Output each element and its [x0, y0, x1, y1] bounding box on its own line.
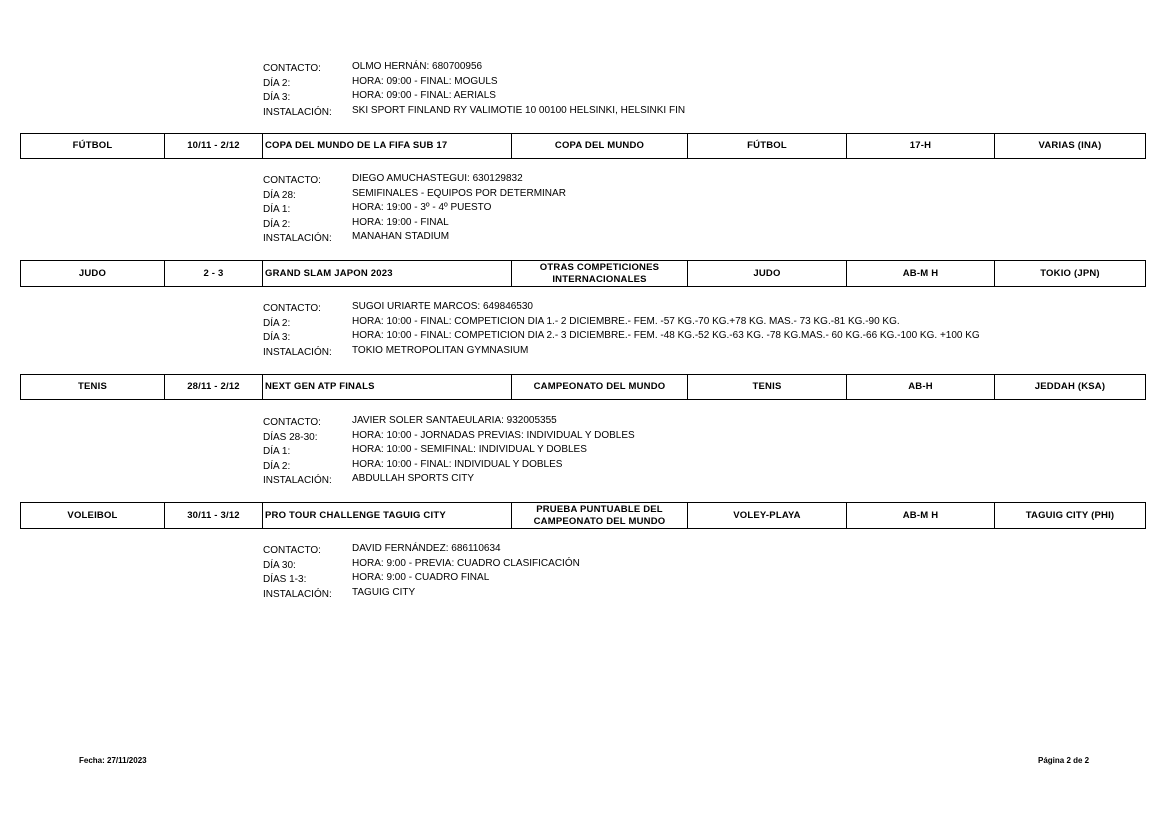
- detail-label: CONTACTO:: [263, 63, 321, 74]
- detail-label: CONTACTO:: [263, 545, 321, 556]
- detail-row: [263, 315, 980, 330]
- detail-row: [263, 542, 580, 557]
- event-dates: 10/11 - 2/12: [164, 134, 262, 158]
- footer-page-number: Página 2 de 2: [1038, 756, 1090, 765]
- detail-label: DÍA 1:: [263, 204, 291, 216]
- detail-value: TOKIO METROPOLITAN GYMNASIUM: [352, 344, 529, 356]
- detail-label: DÍAS 28-30:: [263, 431, 318, 443]
- detail-row: [263, 414, 635, 429]
- detail-row: [263, 329, 980, 344]
- detail-value: HORA: 10:00 - FINAL: COMPETICION DIA 2.- 3 DICIEMBRE.- FEM. -48 KG.-52 KG.-63 KG. -78 KG.MAS.- 60 KG.-66 KG.-100 KG. +100 KG: [352, 330, 980, 342]
- event-dates: 30/11 - 3/12: [164, 503, 262, 528]
- event-category: AB-M H: [846, 503, 994, 528]
- event-type: CAMPEONATO DEL MUNDO: [511, 375, 687, 399]
- detail-label: CONTACTO:: [263, 303, 321, 314]
- event-details-tenis: [263, 414, 635, 487]
- detail-row: [263, 586, 580, 601]
- event-discipline: VOLEY-PLAYA: [687, 503, 846, 528]
- detail-label: CONTACTO:: [263, 175, 321, 186]
- footer-date: Fecha: 27/11/2023: [79, 756, 147, 765]
- detail-row: [263, 172, 566, 187]
- detail-row: [263, 230, 566, 245]
- detail-label: DÍA 1:: [263, 446, 291, 458]
- detail-value: DIEGO AMUCHASTEGUI: 630129832: [352, 173, 523, 184]
- detail-label: DÍA 2:: [263, 460, 291, 472]
- detail-value: HORA: 9:00 - PREVIA: CUADRO CLASIFICACIÓN: [352, 557, 580, 569]
- detail-value: JAVIER SOLER SANTAEULARIA: 932005355: [352, 415, 557, 426]
- event-type: COPA DEL MUNDO: [511, 134, 687, 158]
- event-sport: FÚTBOL: [72, 140, 113, 151]
- detail-label: CONTACTO:: [263, 417, 321, 428]
- event-location: TAGUIG CITY (PHI): [994, 503, 1145, 528]
- detail-label: DÍA 28:: [263, 189, 296, 201]
- event-sport: TENIS: [78, 381, 107, 392]
- detail-value: HORA: 09:00 - FINAL: MOGULS: [352, 75, 498, 87]
- detail-row: [263, 89, 685, 104]
- event-row-tenis: [20, 374, 1146, 400]
- detail-row: [263, 187, 566, 202]
- detail-value: SEMIFINALES - EQUIPOS POR DETERMINAR: [352, 187, 566, 199]
- detail-row: [263, 104, 685, 119]
- detail-value: DAVID FERNÁNDEZ: 686110634: [352, 543, 501, 554]
- event-discipline: JUDO: [687, 261, 846, 286]
- detail-label: INSTALACIÓN:: [263, 475, 332, 487]
- detail-label: INSTALACIÓN:: [263, 233, 332, 245]
- event-category: 17-H: [846, 134, 994, 158]
- detail-row: [263, 429, 635, 444]
- detail-row: [263, 216, 566, 231]
- detail-label: DÍA 3:: [263, 332, 291, 344]
- event-dates: 28/11 - 2/12: [164, 375, 262, 399]
- detail-value: HORA: 9:00 - CUADRO FINAL: [352, 572, 490, 584]
- detail-value: SKI SPORT FINLAND RY VALIMOTIE 10 00100 HELSINKI, HELSINKI FIN: [352, 104, 686, 116]
- event-row-voleibol: [20, 502, 1146, 529]
- detail-value: HORA: 09:00 - FINAL: AERIALS: [352, 90, 496, 102]
- event-name: PRO TOUR CHALLENGE TAGUIG CITY: [262, 503, 511, 528]
- detail-row: [263, 60, 685, 75]
- detail-row: [263, 571, 580, 586]
- detail-value: HORA: 19:00 - 3º - 4º PUESTO: [352, 202, 492, 214]
- event-location: VARIAS (INA): [994, 134, 1145, 158]
- event-details-block-0: [263, 60, 685, 118]
- detail-value: MANAHAN STADIUM: [352, 231, 450, 243]
- event-row-futbol: [20, 133, 1146, 159]
- event-name: GRAND SLAM JAPON 2023: [262, 261, 511, 286]
- detail-row: [263, 472, 635, 487]
- detail-label: DÍA 2:: [263, 218, 291, 230]
- detail-label: DÍA 3:: [263, 92, 291, 104]
- event-row-judo: [20, 260, 1146, 287]
- detail-row: [263, 300, 980, 315]
- detail-row: [263, 557, 580, 572]
- event-sport: VOLEIBOL: [67, 509, 118, 521]
- detail-value: HORA: 19:00 - FINAL: [352, 216, 449, 228]
- event-details-judo: [263, 300, 980, 358]
- detail-value: HORA: 10:00 - FINAL: COMPETICION DIA 1.- 2 DICIEMBRE.- FEM. -57 KG.-70 KG.+78 KG. MAS.- 73 KG.-81 KG.-90 KG.: [352, 315, 900, 327]
- event-details-futbol: [263, 172, 566, 245]
- detail-row: [263, 344, 980, 359]
- detail-value: ABDULLAH SPORTS CITY: [352, 473, 475, 485]
- event-type: OTRAS COMPETICIONES INTERNACIONALES: [511, 261, 687, 286]
- detail-label: INSTALACIÓN:: [263, 588, 332, 600]
- detail-label: DÍA 2:: [263, 317, 291, 329]
- event-type: PRUEBA PUNTUABLE DEL CAMPEONATO DEL MUNDO: [511, 503, 687, 528]
- detail-row: [263, 75, 685, 90]
- detail-label: DÍA 30:: [263, 559, 296, 571]
- detail-label: DÍA 2:: [263, 77, 291, 89]
- event-category: AB-H: [846, 375, 994, 399]
- detail-value: TAGUIG CITY: [352, 586, 416, 598]
- detail-value: OLMO HERNÁN: 680700956: [352, 61, 483, 72]
- detail-value: HORA: 10:00 - JORNADAS PREVIAS: INDIVIDUAL Y DOBLES: [352, 429, 635, 441]
- detail-row: [263, 443, 635, 458]
- event-name: NEXT GEN ATP FINALS: [262, 375, 511, 399]
- event-discipline: TENIS: [687, 375, 846, 399]
- detail-row: [263, 458, 635, 473]
- event-details-voleibol: [263, 542, 580, 600]
- event-sport: JUDO: [78, 267, 107, 279]
- event-name: COPA DEL MUNDO DE LA FIFA SUB 17: [262, 134, 511, 158]
- event-dates: 2 - 3: [164, 261, 262, 286]
- detail-label: INSTALACIÓN:: [263, 346, 332, 358]
- detail-label: INSTALACIÓN:: [263, 106, 332, 118]
- detail-label: DÍAS 1-3:: [263, 574, 307, 586]
- detail-value: SUGOI URIARTE MARCOS: 649846530: [352, 301, 533, 312]
- detail-value: HORA: 10:00 - FINAL: INDIVIDUAL Y DOBLES: [352, 458, 563, 470]
- event-location: JEDDAH (KSA): [994, 375, 1145, 399]
- event-discipline: FÚTBOL: [687, 134, 846, 158]
- event-category: AB-M H: [846, 261, 994, 286]
- detail-row: [263, 201, 566, 216]
- event-location: TOKIO (JPN): [994, 261, 1145, 286]
- detail-value: HORA: 10:00 - SEMIFINAL: INDIVIDUAL Y DOBLES: [352, 444, 587, 456]
